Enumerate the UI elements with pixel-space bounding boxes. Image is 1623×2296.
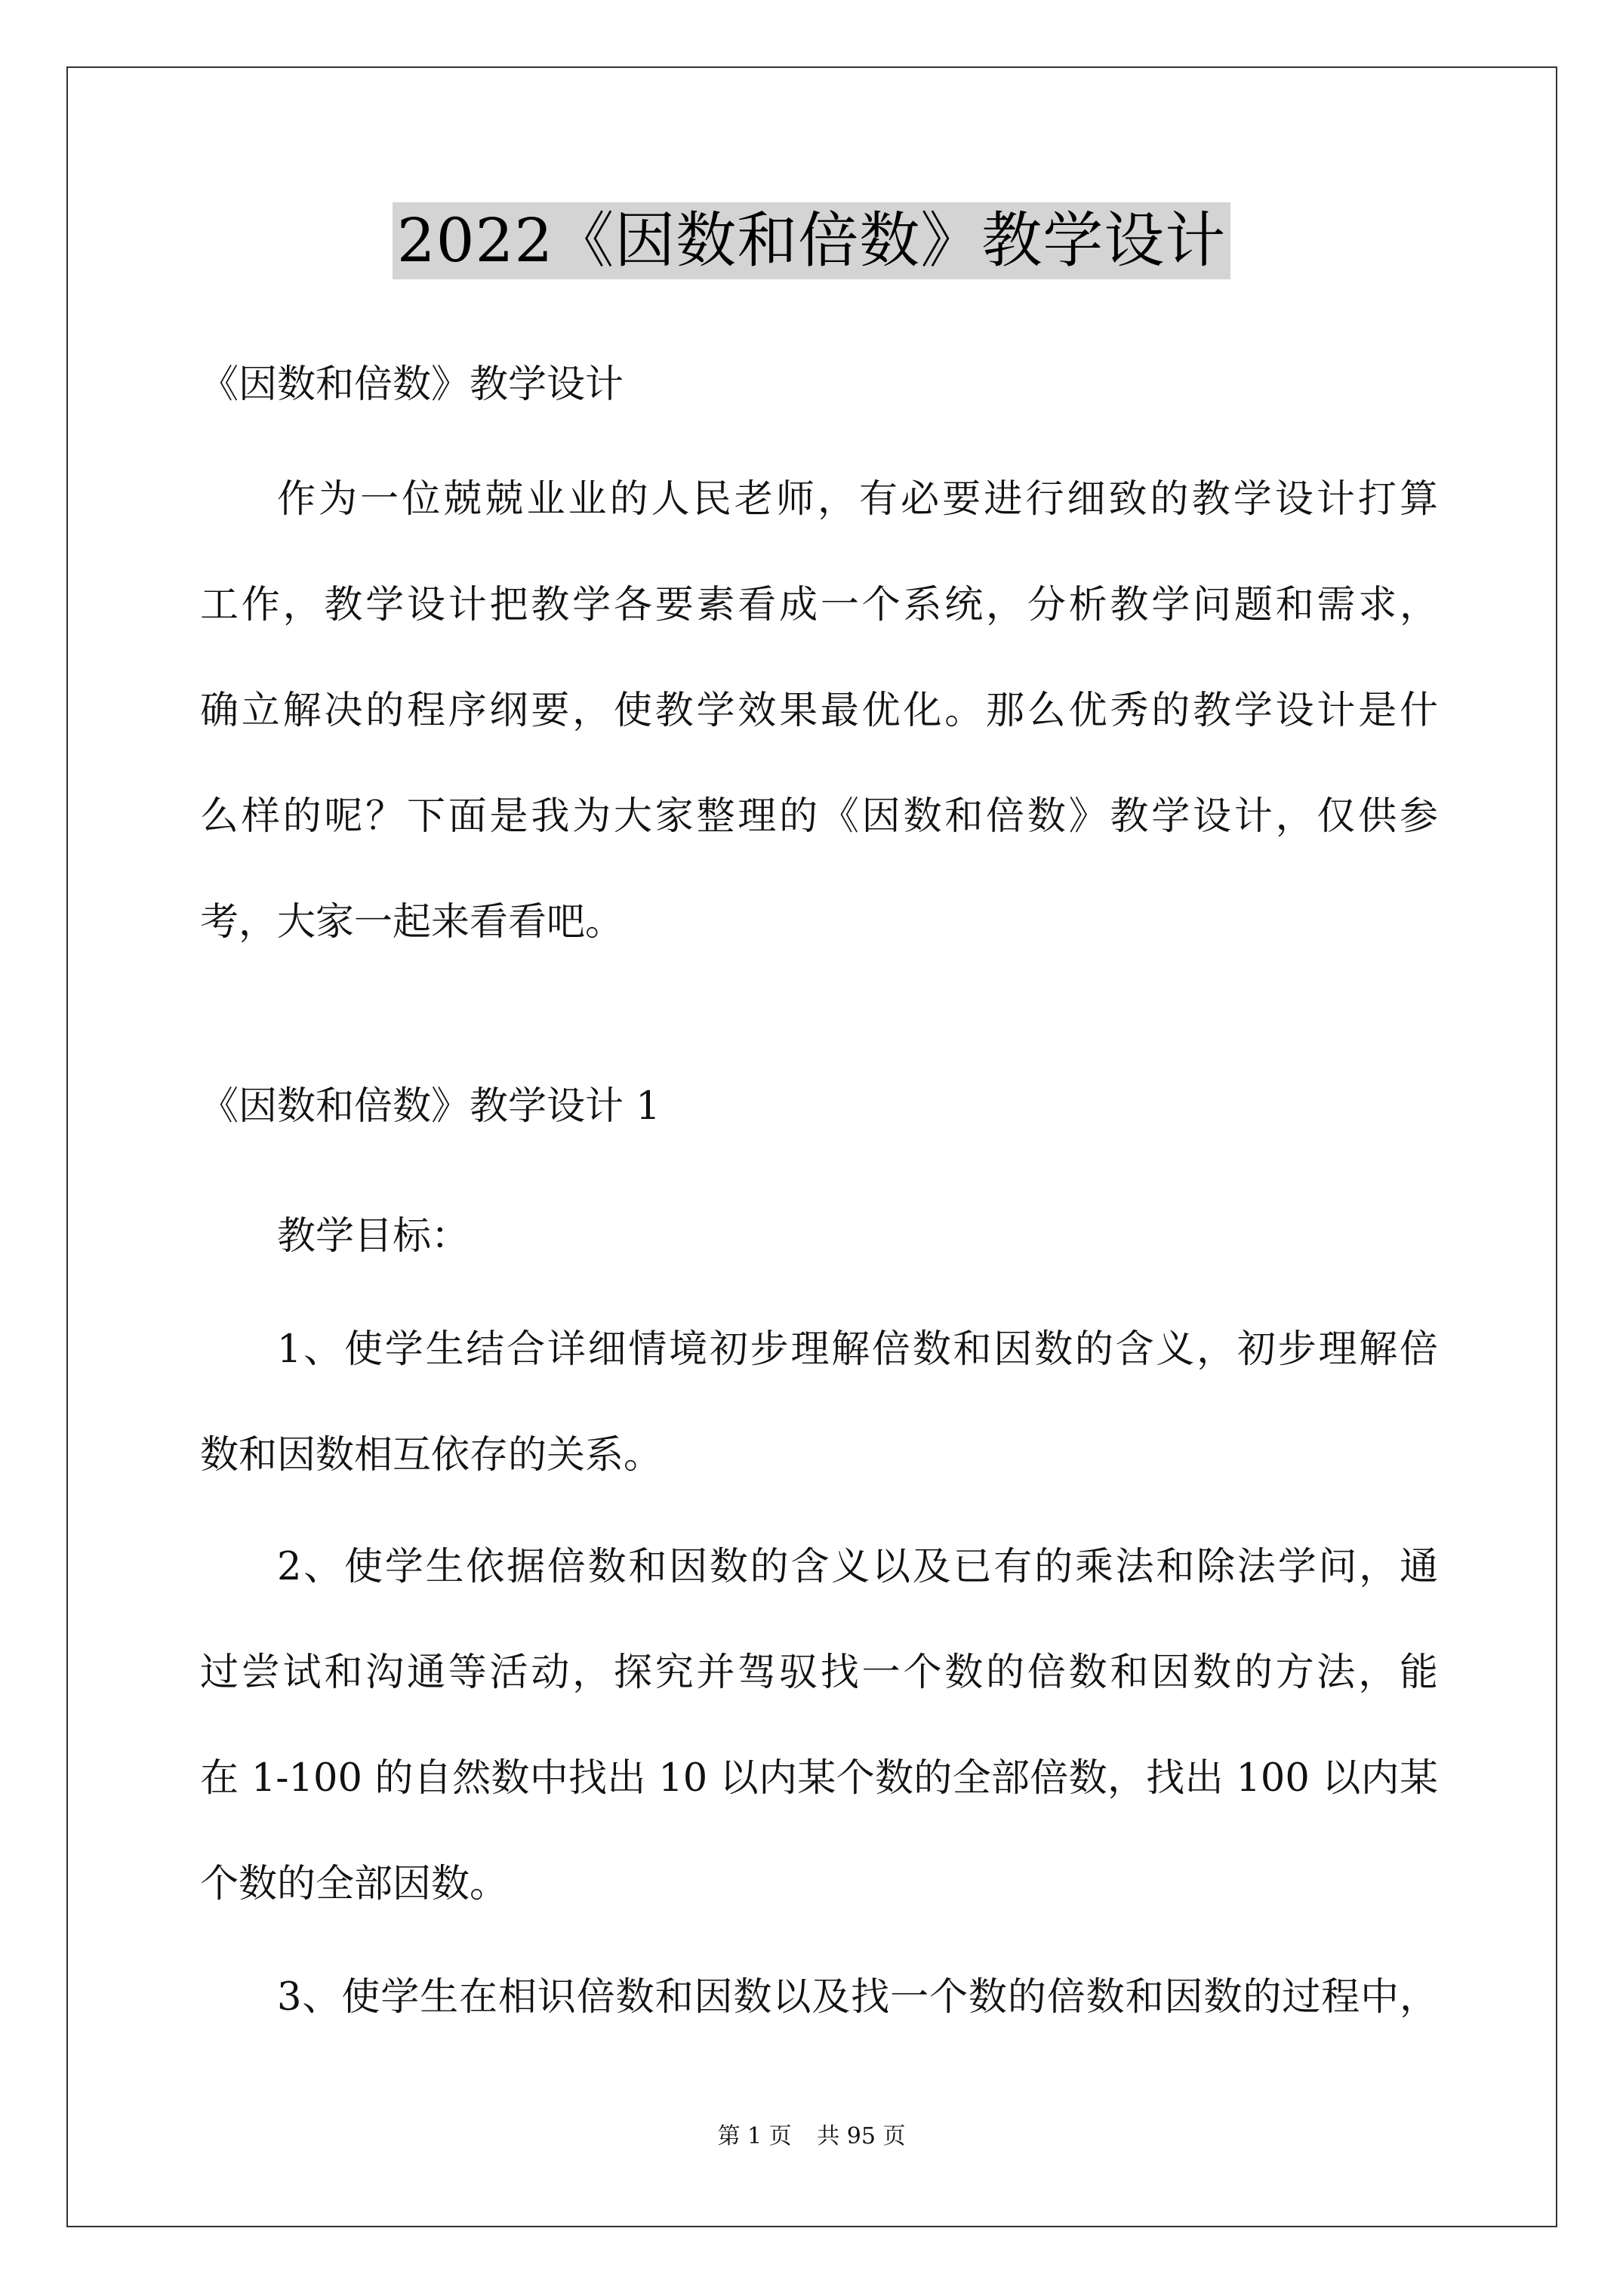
objective-line: 1、使学生结合详细情境初步理解倍数和因数的含义，初步理解倍	[277, 1327, 1438, 1372]
intro-line: 确立解决的程序纲要，使教学效果最优化。那么优秀的教学设计是什	[200, 689, 1438, 733]
objectives-label: 教学目标：	[277, 1214, 470, 1259]
subtitle: 《因数和倍数》教学设计	[200, 362, 624, 407]
intro-line: 工作，教学设计把教学各要素看成一个系统，分析教学问题和需求，	[200, 583, 1438, 627]
objective-line: 数和因数相互依存的关系。	[200, 1433, 663, 1478]
objective-line: 过尝试和沟通等活动，探究并驾驭找一个数的倍数和因数的方法，能	[200, 1650, 1438, 1695]
objective-line: 在 1-100 的自然数中找出 10 以内某个数的全部倍数，找出 100 以内某	[200, 1756, 1438, 1801]
page-footer	[0, 2122, 1623, 2152]
objective-line: 3、使学生在相识倍数和因数以及找一个数的倍数和因数的过程中，	[277, 1975, 1438, 2020]
document-title: 2022《因数和倍数》教学设计	[393, 202, 1231, 279]
intro-line: 么样的呢？下面是我为大家整理的《因数和倍数》教学设计，仅供参	[200, 794, 1438, 839]
page-number: 第 1 页	[717, 2123, 792, 2150]
title-container	[0, 202, 1623, 279]
objective-line: 2、使学生依据倍数和因数的含义以及已有的乘法和除法学问，通	[277, 1545, 1438, 1589]
section-heading: 《因数和倍数》教学设计 1	[200, 1084, 661, 1129]
intro-line: 作为一位兢兢业业的人民老师，有必要进行细致的教学设计打算	[277, 477, 1438, 522]
page-total: 共 95 页	[817, 2123, 906, 2150]
objective-line: 个数的全部因数。	[200, 1862, 509, 1906]
intro-line: 考，大家一起来看看吧。	[200, 900, 624, 945]
